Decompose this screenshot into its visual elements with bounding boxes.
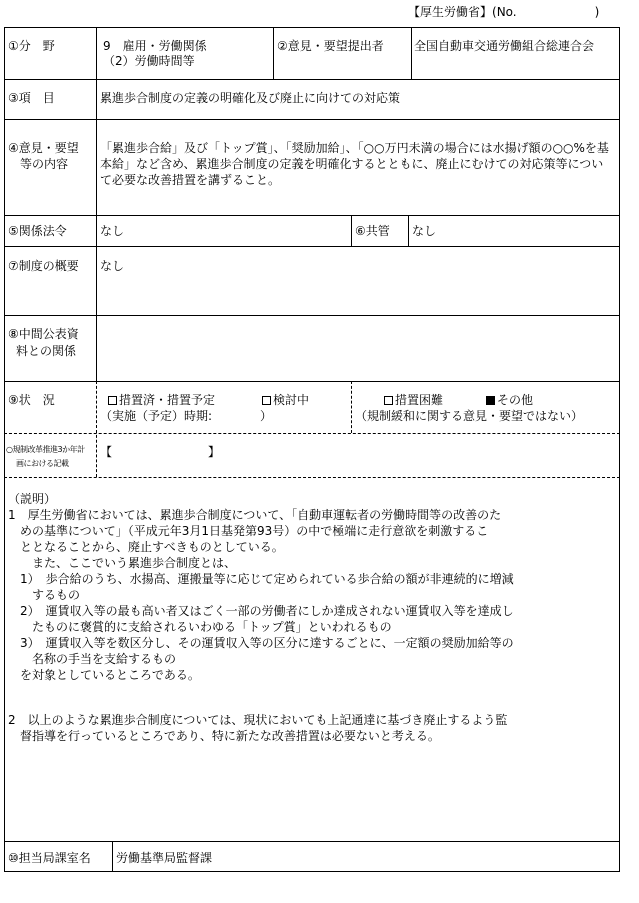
explanation-line: たものに褒賞的に支給されるいわゆる「トップ賞」といわれるもの	[8, 620, 392, 634]
status-option-considering[interactable]	[262, 392, 309, 408]
number-close: )	[594, 5, 600, 19]
checkbox-considering[interactable]	[262, 396, 271, 405]
explanation-line: また、ここでいう累進歩合制度とは、	[8, 556, 237, 570]
interim-label-line1: ⑧中間公表資	[8, 327, 79, 341]
law-value: なし	[100, 224, 125, 238]
status-option-difficult-label: 措置困難	[395, 393, 444, 407]
explanation-heading: （説明）	[8, 492, 57, 506]
opinion-text: 「累進歩合給」及び「トップ賞」、「奨励加給」、「○○万円未満の場合には水揚げ額の○○%を基本給」など含め、累進歩合制度の定義を明確化するとともに、廃止にむけての対応策等について必要な改善措置を講ずること。	[100, 141, 609, 187]
item-value: 累進歩合制度の定義の明確化及び廃止に向けての対応策	[100, 91, 401, 105]
submitter-label: ②意見・要望提出者	[277, 39, 384, 53]
bureau-value: 労働基準局監督課	[116, 851, 213, 865]
field-value-line1: 9 雇用・労働関係	[103, 39, 207, 53]
plan-label-line1: ○規制改革推進3か年計	[6, 445, 85, 454]
status-timing: （実施（予定）時期: ）	[100, 409, 273, 423]
field-label: ①分 野	[8, 39, 55, 53]
status-option-implemented[interactable]	[108, 392, 215, 408]
submitter-value: 全国自動車交通労働組合総連合会	[414, 39, 595, 53]
status-option-other-label: その他	[497, 393, 534, 407]
explanation-line: 2 以上のような累進歩合制度については、現状においても上記通達に基づき廃止するよう監	[8, 713, 508, 727]
interim-label-line2: 料との関係	[16, 344, 77, 358]
overview-value: なし	[100, 259, 125, 273]
jurisdiction-value: なし	[412, 224, 437, 238]
document-header	[408, 4, 608, 20]
overview-label: ⑦制度の概要	[8, 259, 79, 273]
status-option-implemented-label: 措置済・措置予定	[119, 393, 216, 407]
checkbox-other-checked[interactable]	[486, 396, 495, 405]
law-label: ⑤関係法令	[8, 224, 67, 238]
explanation-line: 1） 歩合給のうち、水揚高、運搬量等に応じて定められている歩合給の額が非連続的に増減	[8, 572, 514, 586]
status-label: ⑨状 況	[8, 393, 55, 407]
plan-label-line2: 画における記載	[16, 459, 69, 468]
opinion-label-line1: ④意見・要望	[8, 141, 79, 155]
explanation-line: めの基準について」（平成元年3月1日基発第93号）の中で極端に走行意欲を刺激するこ	[8, 524, 489, 538]
number-label: (No.	[492, 5, 517, 19]
explanation-line: 3） 運賃収入等を数区分し、その運賃収入等の区分に達するごとに、一定額の奨励加給等の	[8, 636, 514, 650]
opinion-label-line2: 等の内容	[20, 157, 69, 171]
explanation-line: ととなることから、廃止すべきものとしている。	[8, 540, 284, 554]
status-option-considering-label: 検討中	[273, 393, 310, 407]
explanation-line: 2） 運賃収入等の最も高い者又はごく一部の労働者にしか達成されない運賃収入等を達成し	[8, 604, 514, 618]
plan-value: 【 】	[100, 445, 221, 459]
checkbox-implemented[interactable]	[108, 396, 117, 405]
checkbox-difficult[interactable]	[384, 396, 393, 405]
explanation-line: するもの	[8, 588, 81, 602]
bureau-label: ⑩担当局課室名	[8, 851, 91, 865]
status-option-other[interactable]	[486, 392, 533, 408]
ministry-label: 【厚生労働省】	[408, 5, 493, 19]
explanation-line: 1 厚生労働省においては、累進歩合制度について、「自動車運転者の労働時間等の改善のた	[8, 508, 502, 522]
explanation-line: 名称の手当を支給するもの	[8, 652, 177, 666]
jurisdiction-label: ⑥共管	[355, 224, 390, 238]
explanation-line: を対象としているところである。	[8, 668, 200, 682]
status-other-note: （規制緩和に関する意見・要望ではない）	[355, 409, 584, 423]
status-option-difficult[interactable]	[384, 392, 443, 408]
explanation-line: 督指導を行っているところであり、特に新たな改善措置は必要ないと考える。	[8, 729, 440, 743]
item-label: ③項 目	[8, 91, 55, 105]
field-value-line2: （2）労働時間等	[103, 54, 195, 68]
